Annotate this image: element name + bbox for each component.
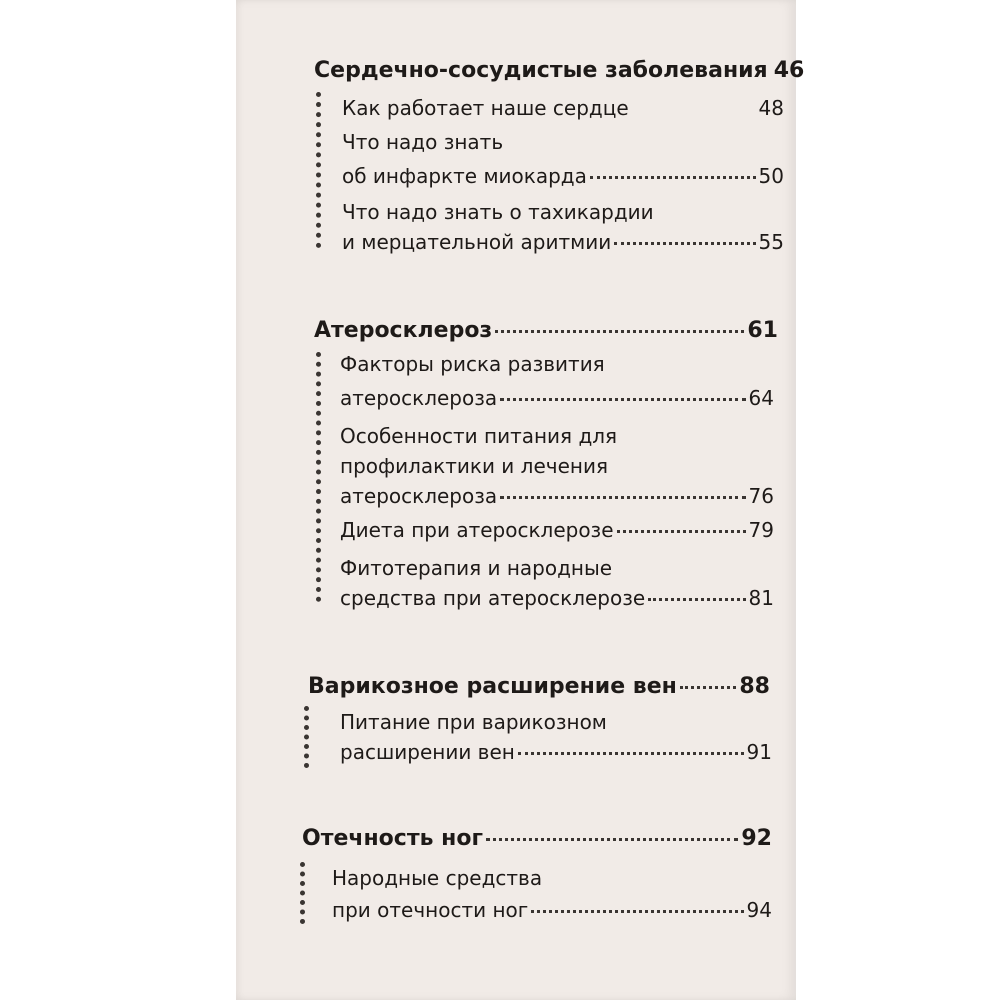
toc-item-title: при отечности ног xyxy=(332,898,529,922)
toc-page-number: 61 xyxy=(747,318,778,343)
toc-item-line: Особенности питания для xyxy=(340,424,618,448)
toc-page-number: 46 xyxy=(773,58,805,83)
dotted-rule xyxy=(316,352,321,602)
toc-item-title: атеросклероза xyxy=(340,484,498,508)
dot-leader xyxy=(486,838,738,841)
toc-page-number: 91 xyxy=(746,740,772,764)
toc-item[interactable] xyxy=(340,518,774,542)
toc-heading[interactable] xyxy=(302,826,772,851)
toc-item-title: атеросклероза xyxy=(340,386,498,410)
toc-page-number: 88 xyxy=(739,674,770,699)
toc-heading[interactable] xyxy=(314,318,778,343)
toc-page-number: 92 xyxy=(741,826,772,851)
toc-item-title: Как работает наше сердце xyxy=(342,96,629,120)
toc-item-title: расширении вен xyxy=(340,740,515,764)
toc-item[interactable] xyxy=(340,484,774,508)
toc-page-number: 50 xyxy=(758,164,784,188)
dot-leader xyxy=(495,330,744,333)
toc-page-number: 76 xyxy=(748,484,774,508)
toc-item-line: Народные средства xyxy=(332,866,543,890)
toc-item[interactable] xyxy=(340,386,774,410)
dot-leader xyxy=(680,686,737,689)
toc-page-number: 81 xyxy=(748,586,774,610)
toc-item-title: средства при атеросклерозе xyxy=(340,586,646,610)
toc-item[interactable] xyxy=(332,898,772,922)
toc-item-line: профилактики и лечения xyxy=(340,454,608,478)
toc-item[interactable] xyxy=(340,586,774,610)
dot-leader xyxy=(518,752,744,755)
toc-item-line: Что надо знать о тахикардии xyxy=(342,200,654,224)
dot-leader xyxy=(500,496,745,499)
toc-item-line: Фитотерапия и народные xyxy=(340,556,613,580)
toc-item-line: Факторы риска развития xyxy=(340,352,605,376)
toc-page-number: 79 xyxy=(748,518,774,542)
toc-heading-title: Отечность ног xyxy=(302,826,483,851)
toc-item-line: Что надо знать xyxy=(342,130,504,154)
toc-heading[interactable] xyxy=(308,674,770,699)
toc-page-number: 64 xyxy=(748,386,774,410)
toc-page-number: 55 xyxy=(758,230,784,254)
toc-page-number: 94 xyxy=(746,898,772,922)
dot-leader xyxy=(531,910,743,913)
toc-item-title: Диета при атеросклерозе xyxy=(340,518,614,542)
toc-page-number: 48 xyxy=(758,96,784,120)
dot-leader xyxy=(500,398,745,401)
dot-leader xyxy=(614,242,755,245)
toc-heading-title: Атеросклероз xyxy=(314,318,493,343)
toc-heading-title: Сердечно-сосудистые заболевания xyxy=(314,58,768,83)
dot-leader xyxy=(590,176,756,179)
toc-item[interactable] xyxy=(342,96,784,120)
toc-item[interactable] xyxy=(342,164,784,188)
toc-item[interactable] xyxy=(340,740,772,764)
dotted-rule xyxy=(304,706,309,768)
dotted-rule xyxy=(316,92,321,248)
toc-item-line: Питание при варикозном xyxy=(340,710,607,734)
dot-leader xyxy=(617,530,746,533)
toc-item-title: об инфаркте миокарда xyxy=(342,164,587,188)
toc-heading-title: Варикозное расширение вен xyxy=(308,674,677,699)
dot-leader xyxy=(632,108,756,111)
toc-item-title: и мерцательной аритмии xyxy=(342,230,612,254)
dot-leader xyxy=(648,598,745,601)
dotted-rule xyxy=(300,862,305,924)
book-page xyxy=(236,0,805,1000)
toc-heading[interactable] xyxy=(314,58,805,83)
toc-item[interactable] xyxy=(342,230,784,254)
